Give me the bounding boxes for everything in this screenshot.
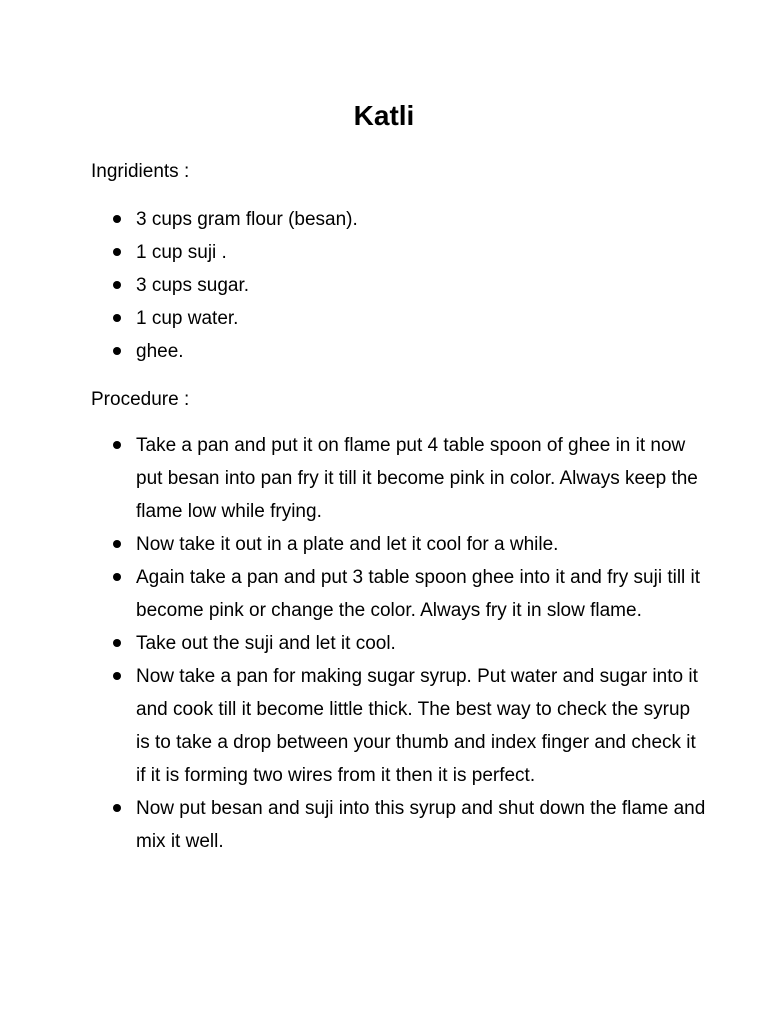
list-item	[0, 269, 768, 302]
list-item	[0, 236, 768, 269]
ingredients-list	[0, 203, 768, 368]
bullet-icon	[113, 573, 121, 581]
bullet-icon	[113, 248, 121, 256]
list-item	[0, 792, 768, 858]
ingredient-text: 3 cups gram flour (besan).	[136, 209, 358, 230]
list-item	[0, 660, 768, 792]
page-title: Katli	[353, 100, 415, 131]
bullet-icon	[113, 540, 121, 548]
list-item	[0, 302, 768, 335]
bullet-icon	[113, 215, 121, 223]
ingredient-text: 1 cup water.	[136, 308, 239, 329]
bullet-icon	[113, 639, 121, 647]
procedure-step-text: Now take a pan for making sugar syrup. Put water and sugar into it and cook till it become little thick. The best way to check the syrup is to take a drop between your thumb and index finger and check it if it is forming two wires from it then it is perfect.	[136, 666, 698, 786]
bullet-icon	[113, 347, 121, 355]
procedure-step-text: Again take a pan and put 3 table spoon ghee into it and fry suji till it become pink or change the color. Always fry it in slow flame.	[136, 567, 701, 621]
procedure-step-text: Take out the suji and let it cool.	[136, 633, 396, 654]
list-item	[0, 528, 768, 561]
list-item	[0, 627, 768, 660]
list-item	[0, 335, 768, 368]
ingredient-text: 3 cups sugar.	[136, 275, 250, 296]
list-item	[0, 429, 768, 528]
ingredients-heading: Ingridients :	[91, 161, 190, 182]
bullet-icon	[113, 441, 121, 449]
bullet-icon	[113, 804, 121, 812]
ingredient-text: 1 cup suji .	[136, 242, 227, 263]
list-item	[0, 561, 768, 627]
list-item	[0, 203, 768, 236]
bullet-icon	[113, 314, 121, 322]
ingredient-text: ghee.	[136, 341, 184, 362]
procedure-step-text: Now put besan and suji into this syrup and shut down the flame and mix it well.	[136, 798, 706, 852]
procedure-step-text: Take a pan and put it on flame put 4 table spoon of ghee in it now put besan into pan fry it till it become pink in color. Always keep the flame low while frying.	[136, 435, 698, 522]
bullet-icon	[113, 281, 121, 289]
procedure-step-text: Now take it out in a plate and let it cool for a while.	[136, 534, 559, 555]
procedure-heading: Procedure :	[91, 389, 190, 410]
procedure-list	[0, 429, 768, 858]
bullet-icon	[113, 672, 121, 680]
